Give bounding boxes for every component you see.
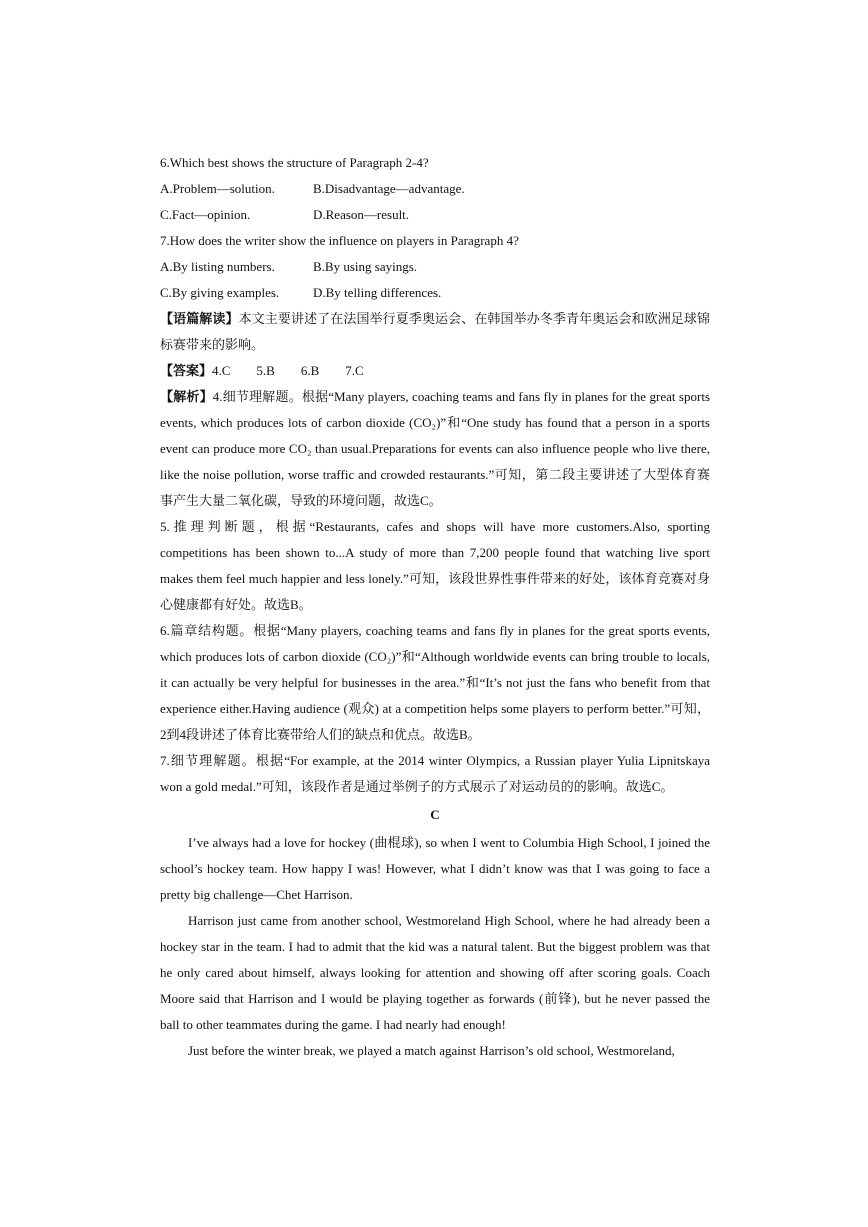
- question-7: [160, 228, 710, 306]
- option-d: D.Reason—result.: [313, 207, 410, 222]
- summary-section: [160, 306, 710, 358]
- option-a: A.Problem—solution.: [160, 181, 275, 196]
- analysis-tag: 【解析】: [160, 389, 213, 404]
- option-row: [160, 202, 710, 228]
- option-a: A.By listing numbers.: [160, 259, 275, 274]
- passage-paragraph: Just before the winter break, we played a match against Harrison’s old school, Westmoreland,: [188, 1043, 675, 1058]
- analysis-4: [160, 384, 710, 514]
- option-row: [160, 280, 710, 306]
- option-row: [160, 254, 710, 280]
- option-c: C.By giving examples.: [160, 285, 280, 300]
- option-d: D.By telling differences.: [313, 285, 442, 300]
- option-b: B.By using sayings.: [313, 259, 418, 274]
- question-stem: 7.How does the writer show the influence on players in Paragraph 4?: [160, 233, 519, 248]
- option-c: C.Fact—opinion.: [160, 207, 251, 222]
- answer-section: [160, 358, 710, 384]
- option-b: B.Disadvantage—advantage.: [313, 181, 465, 196]
- question-6: [160, 150, 710, 228]
- answer-text: 4.C 5.B 6.B 7.C: [212, 363, 364, 378]
- passage-paragraph: Harrison just came from another school, Westmoreland High School, where he had already been a hockey star in the team. I had to admit that the kid was a natural talent. But the biggest problem was that he only cared about himself, always looking for attention and showing off after scoring goals. Coach Moore said that Harrison and I would be playing together as forwards (前锋), but he never passed the ball to other teammates during the game. I had nearly had enough!: [160, 913, 710, 1032]
- passage-paragraph: I’ve always had a love for hockey (曲棍球), so when I went to Columbia High School, I joined the school’s hockey team. How happy I was! However, what I didn’t know was that I was going to face a pretty big challenge—Chet Harrison.: [160, 835, 710, 902]
- analysis-7: 7.细节理解题。根据“For example, at the 2014 winter Olympics, a Russian player Yulia Lipnitskaya won a gold medal.”可知，该段作者是通过举例子的方式展示了对运动员的的影响。故选C。: [160, 753, 710, 794]
- summary-text: 本文主要讲述了在法国举行夏季奥运会、在韩国举办冬季青年奥运会和欧洲足球锦标赛带来的影响。: [160, 311, 710, 352]
- analysis-text: 4.细节理解题。根据“Many players, coaching teams and fans fly in planes for the great sports events, which produces lots of carbon dioxide (CO₂)”和“One study has found that a person in a sports event can produce more CO₂ than usual.Preparations for events can also influence people who live there, like the noise pollution, worse traffic and crowded restaurants.”可知，第二段主要讲述了大型体育赛事产生大量二氧化碳，导致的环境问题，故选C。: [160, 389, 710, 508]
- analysis-6: 6.篇章结构题。根据“Many players, coaching teams and fans fly in planes for the great sports events, which produces lots of carbon dioxide (CO₂)”和“Although worldwide events can bring trouble to locals, it can actually be very helpful for businesses in the area.”和“It’s not just the fans who benefit from that experience either.Having audience (观众) at a competition helps some players to perform better.”可知，2到4段讲述了体育比赛带给人们的缺点和优点。故选B。: [160, 623, 710, 742]
- document-page: [160, 150, 710, 1064]
- question-stem: 6.Which best shows the structure of Paragraph 2-4?: [160, 155, 429, 170]
- analysis-5: 5.推理判断题，根据“Restaurants, cafes and shops will have more customers.Also, sporting competitions has been shown to...A study of more than 7,200 people found that watching live sport makes them feel much happier and less lonely.”可知，该段世界性事件带来的好处，该体育竞赛对身心健康都有好处。故选B。: [160, 519, 710, 612]
- summary-tag: 【语篇解读】: [160, 311, 239, 326]
- answer-tag: 【答案】: [160, 363, 213, 378]
- passage-title: C: [430, 807, 440, 822]
- option-row: [160, 176, 710, 202]
